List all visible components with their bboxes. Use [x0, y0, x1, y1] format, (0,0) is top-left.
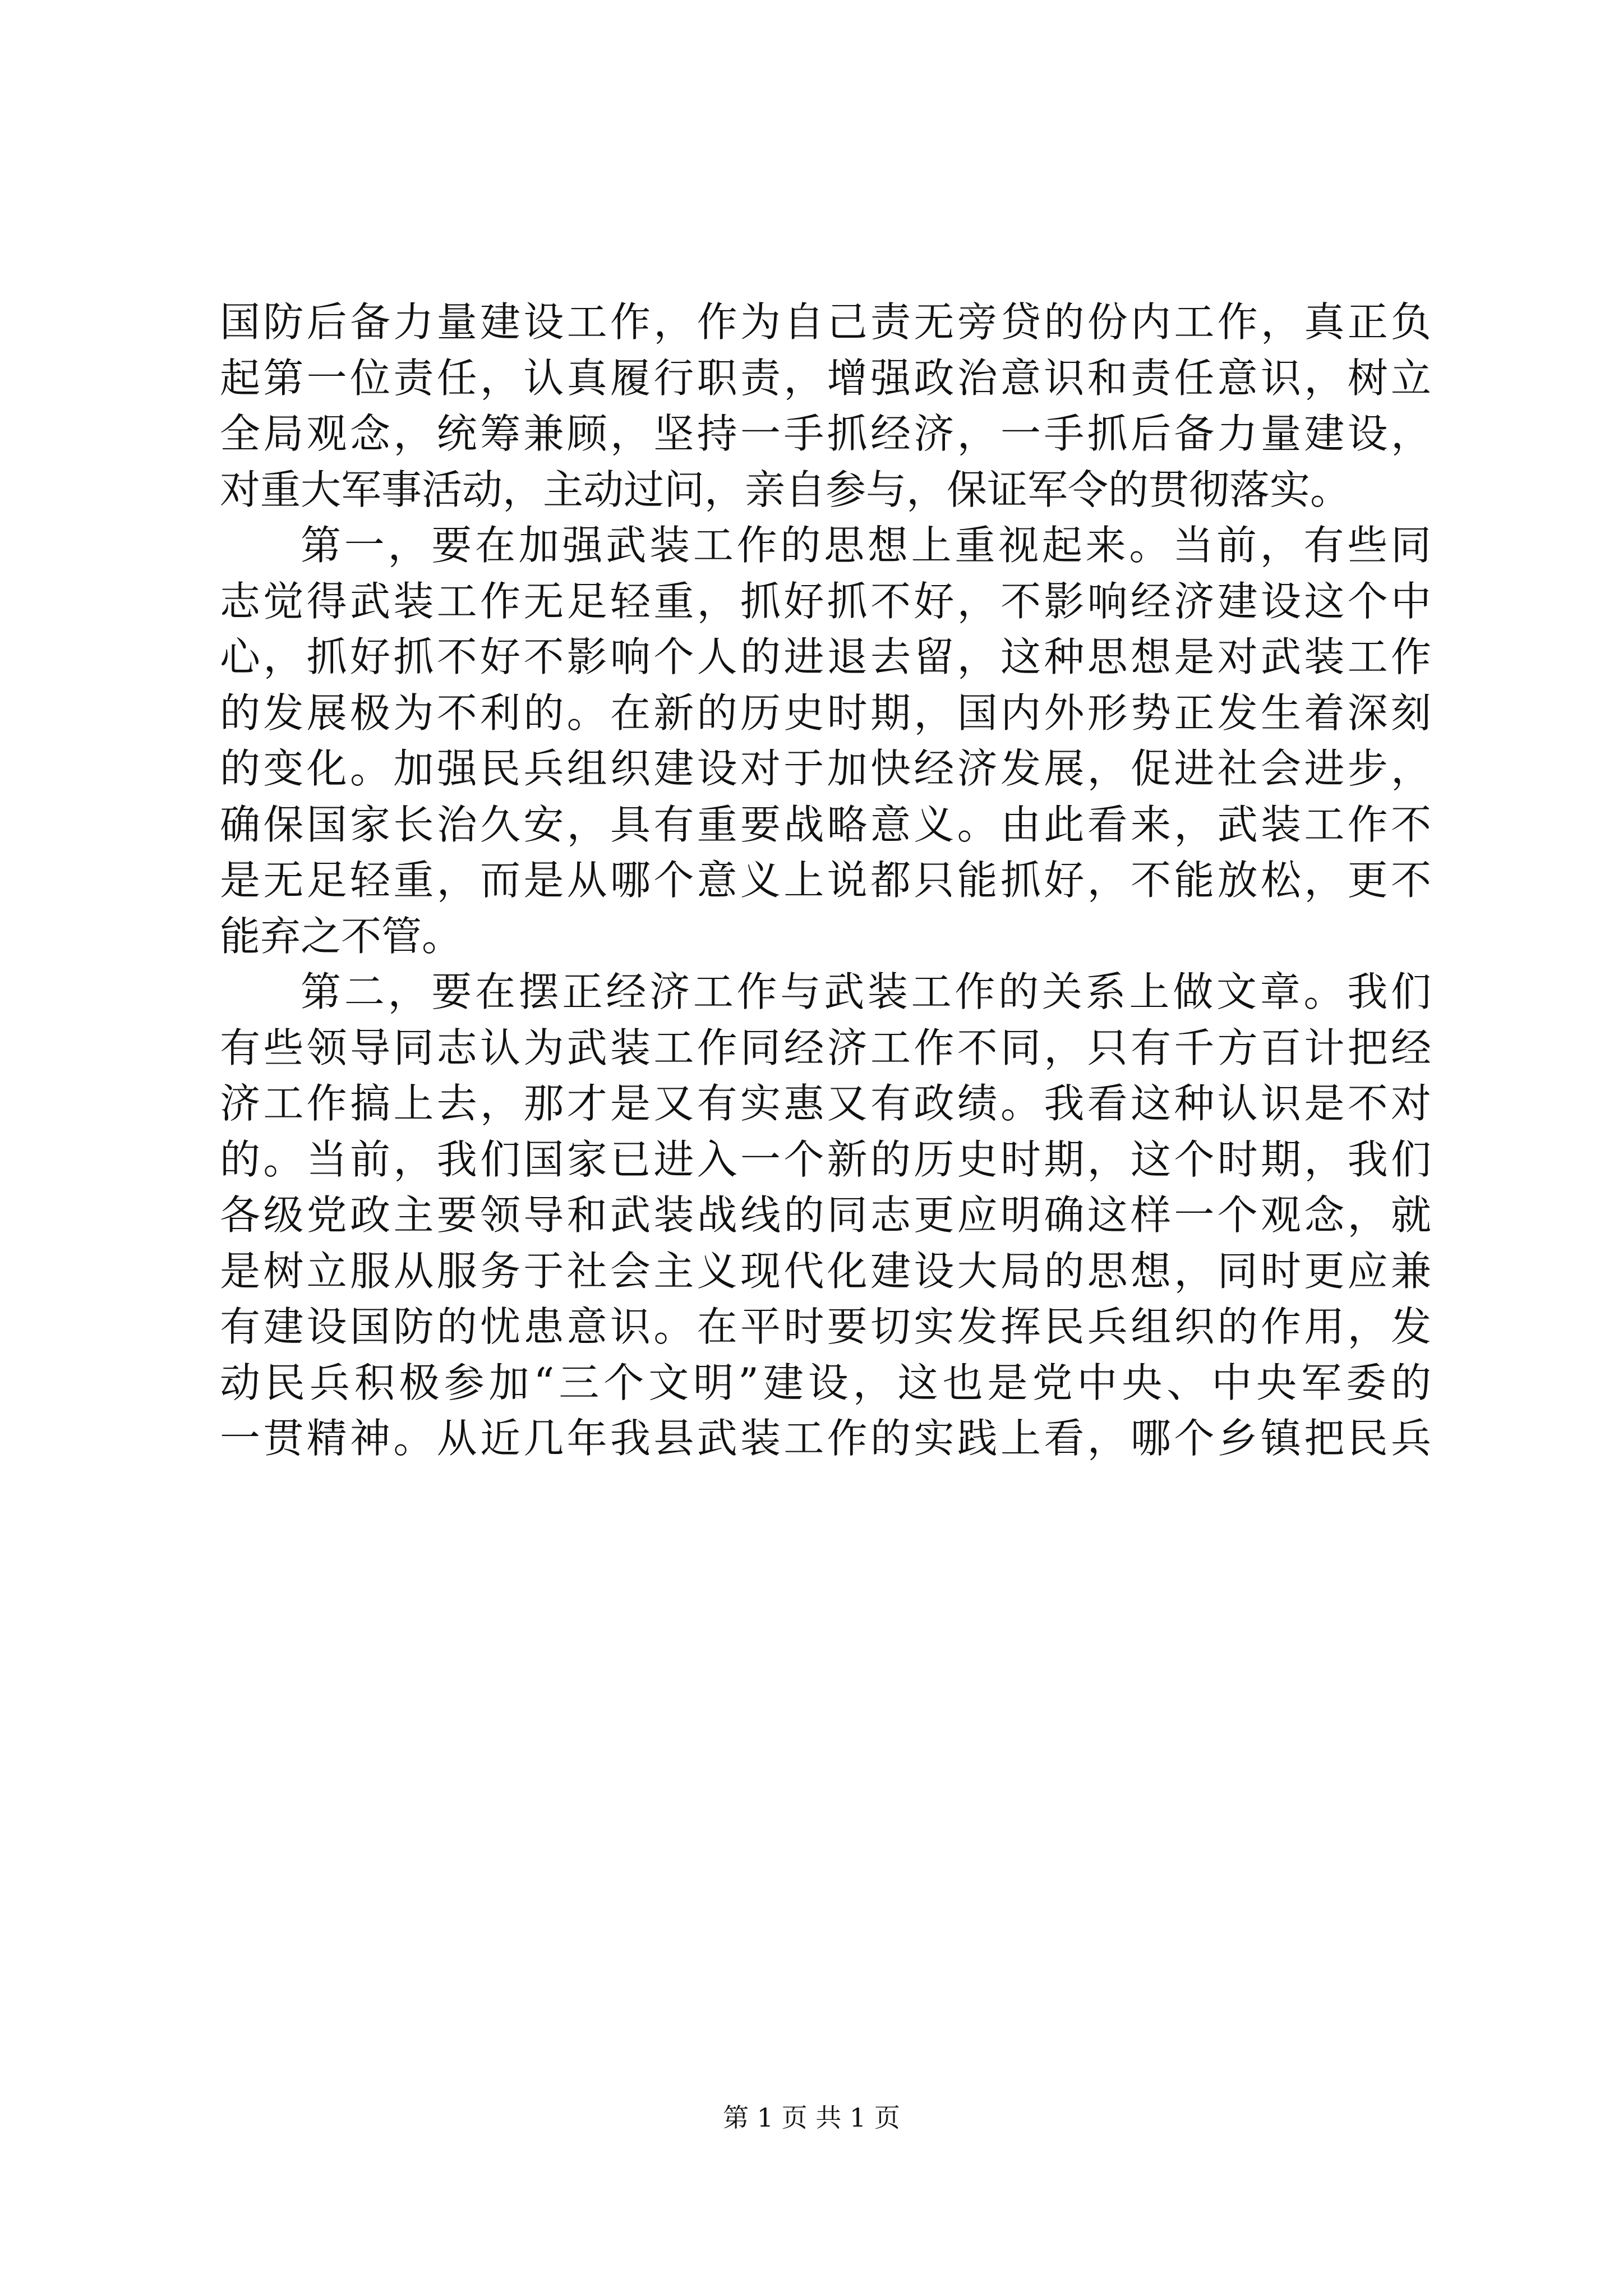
text-line: 各级党政主要领导和武装战线的同志更应明确这样一个观念，就: [220, 1191, 1431, 1239]
text-line: 第二，要在摆正经济工作与武装工作的关系上做文章。我们: [301, 968, 1431, 1015]
text-line: 济工作搞上去，那才是又有实惠又有政绩。我看这种认识是不对: [220, 1080, 1431, 1127]
text-line: 起第一位责任，认真履行职责，增强政治意识和责任意识，树立: [220, 354, 1431, 402]
text-line: 确保国家长治久安，具有重要战略意义。由此看来，武装工作不: [220, 800, 1431, 848]
text-line: 有建设国防的忧患意识。在平时要切实发挥民兵组织的作用，发: [220, 1303, 1431, 1350]
document-body: [220, 295, 1431, 1467]
text-line: 动民兵积极参加“三个文明”建设，这也是党中央、中央军委的: [220, 1359, 1431, 1406]
text-line: 第一，要在加强武装工作的思想上重视起来。当前，有些同: [301, 522, 1431, 569]
text-line: 志觉得武装工作无足轻重，抓好抓不好，不影响经济建设这个中: [220, 577, 1431, 625]
text-line: 对重大军事活动，主动过问，亲自参与，保证军令的贯彻落实。: [220, 466, 1351, 513]
text-line: 的发展极为不利的。在新的历史时期，国内外形势正发生着深刻: [220, 689, 1431, 737]
text-line: 全局观念，统筹兼顾，坚持一手抓经济，一手抓后备力量建设，: [220, 410, 1431, 457]
text-line: 心，抓好抓不好不影响个人的进退去留，这种思想是对武装工作: [220, 633, 1431, 680]
text-line: 有些领导同志认为武装工作同经济工作不同，只有千方百计把经: [220, 1024, 1431, 1071]
text-line: 的。当前，我们国家已进入一个新的历史时期，这个时期，我们: [220, 1135, 1431, 1183]
text-line: 是无足轻重，而是从哪个意义上说都只能抓好，不能放松，更不: [220, 857, 1431, 904]
text-line: 能弃之不管。: [220, 912, 463, 960]
text-line: 一贯精神。从近几年我县武装工作的实践上看，哪个乡镇把民兵: [220, 1415, 1431, 1462]
text-line: 是树立服从服务于社会主义现代化建设大局的思想，同时更应兼: [220, 1247, 1431, 1295]
text-line: 的变化。加强民兵组织建设对于加快经济发展，促进社会进步，: [220, 745, 1431, 792]
text-line: 国防后备力量建设工作，作为自己责无旁贷的份内工作，真正负: [220, 298, 1431, 346]
page-footer: [0, 2101, 1623, 2134]
page-number-label: 第 1 页 共 1 页: [723, 2102, 900, 2133]
